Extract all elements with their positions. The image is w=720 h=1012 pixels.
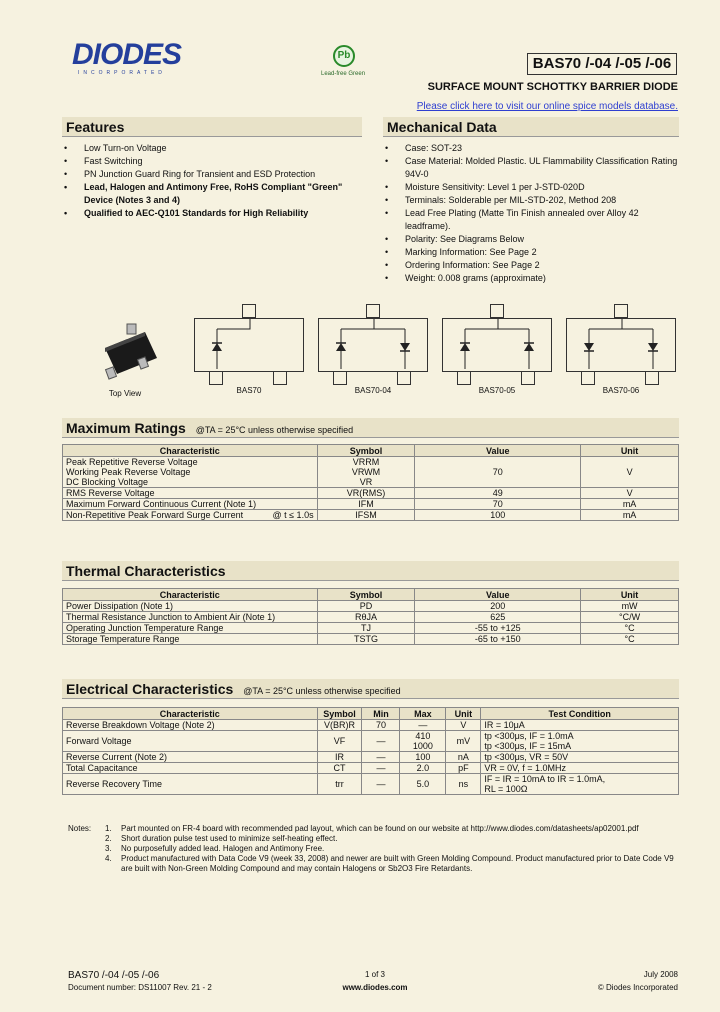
footer-part-number: BAS70 /-04 /-05 /-06 bbox=[68, 970, 160, 981]
unit-cell: V bbox=[446, 720, 481, 731]
symbol-cell: trr bbox=[317, 774, 362, 795]
table-row bbox=[63, 731, 679, 752]
max-cell: 100 bbox=[400, 752, 446, 763]
table-row bbox=[63, 510, 679, 521]
electrical-table bbox=[62, 707, 679, 795]
electrical-heading bbox=[62, 679, 679, 699]
column-header: Unit bbox=[581, 589, 679, 601]
value-cell: 200 bbox=[415, 601, 581, 612]
lead-free-label: Lead-free Green bbox=[321, 71, 366, 77]
symbol-cell: RθJA bbox=[317, 612, 415, 623]
pin-right bbox=[397, 371, 411, 385]
unit-cell: V bbox=[581, 457, 679, 488]
column-header: Min bbox=[362, 708, 400, 720]
unit-cell: °C bbox=[581, 634, 679, 645]
symbol-cell: TSTG bbox=[317, 634, 415, 645]
diode-schematic bbox=[195, 319, 305, 369]
max-cell: — bbox=[400, 720, 446, 731]
features-list bbox=[62, 142, 362, 220]
symbol-cell: VR(RMS) bbox=[317, 488, 415, 499]
pinout-label: BAS70-05 bbox=[478, 386, 516, 395]
column-header: Symbol bbox=[317, 445, 415, 457]
unit-cell: °C/W bbox=[581, 612, 679, 623]
sot23-package-image bbox=[95, 318, 165, 388]
package-outline bbox=[194, 318, 304, 372]
value-cell: 100 bbox=[415, 510, 581, 521]
table-row bbox=[63, 499, 679, 510]
note-item bbox=[68, 844, 680, 854]
pin-left bbox=[333, 371, 347, 385]
pinout-label: BAS70 bbox=[236, 386, 262, 395]
symbol-cell: IFSM bbox=[317, 510, 415, 521]
characteristic-cell: RMS Reverse Voltage bbox=[63, 488, 318, 499]
pin-right bbox=[645, 371, 659, 385]
max-ratings-heading bbox=[62, 418, 679, 438]
pinout-diagram bbox=[566, 302, 676, 395]
footer-document-number: Document number: DS11007 Rev. 21 - 2 bbox=[68, 983, 212, 992]
diode-schematic bbox=[319, 319, 429, 369]
note-number: 4. bbox=[105, 854, 112, 863]
symbol-cell: VRRM VRWM VR bbox=[317, 457, 415, 488]
max-ratings-title: Maximum Ratings bbox=[66, 420, 186, 436]
mechanical-item: • Polarity: See Diagrams Below bbox=[383, 233, 679, 246]
max-cell: 5.0 bbox=[400, 774, 446, 795]
mechanical-list bbox=[383, 142, 679, 285]
characteristic-cell: Non-Repetitive Peak Forward Surge Current @ t ≤ 1.0s bbox=[63, 510, 318, 521]
pinout-label: BAS70-06 bbox=[602, 386, 640, 395]
note-item bbox=[68, 824, 680, 834]
column-header: Max bbox=[400, 708, 446, 720]
characteristic-cell: Maximum Forward Continuous Current (Note 1) bbox=[63, 499, 318, 510]
pinout-diagram bbox=[442, 302, 552, 395]
feature-item: • Fast Switching bbox=[62, 155, 362, 168]
column-header: Value bbox=[415, 589, 581, 601]
footer-website-link[interactable]: www.diodes.com bbox=[342, 983, 408, 992]
mechanical-item: • Case: SOT-23 bbox=[383, 142, 679, 155]
mechanical-item: • Weight: 0.008 grams (approximate) bbox=[383, 272, 679, 285]
value-cell: -65 to +150 bbox=[415, 634, 581, 645]
characteristic-cell: Reverse Breakdown Voltage (Note 2) bbox=[63, 720, 318, 731]
document-subtitle: SURFACE MOUNT SCHOTTKY BARRIER DIODE bbox=[427, 81, 678, 93]
unit-cell: ns bbox=[446, 774, 481, 795]
note-text: Part mounted on FR-4 board with recommended pad layout, which can be found on our website at http://www.diodes.com/datasheets/ap02001.pdf bbox=[121, 824, 639, 833]
unit-cell: mA bbox=[581, 510, 679, 521]
test-condition-cell: VR = 0V, f = 1.0MHz bbox=[481, 763, 679, 774]
diode-schematic bbox=[443, 319, 553, 369]
pin-top bbox=[490, 304, 504, 318]
unit-cell: nA bbox=[446, 752, 481, 763]
test-condition-cell: tp <300μs, VR = 50V bbox=[481, 752, 679, 763]
note-text: Product manufactured with Data Code V9 (week 33, 2008) and newer are built with Green Molding Compound. Product manufactured prior to Date Code V9 are built with Non-Green Molding Compound and may contain Halogens or Sb2O3 Fire Retardants. bbox=[121, 854, 674, 873]
footer-date: July 2008 bbox=[643, 970, 678, 979]
min-cell: — bbox=[362, 774, 400, 795]
pin-top bbox=[242, 304, 256, 318]
mechanical-item: • Terminals: Solderable per MIL-STD-202, Method 208 bbox=[383, 194, 679, 207]
pin-right bbox=[521, 371, 535, 385]
unit-cell: pF bbox=[446, 763, 481, 774]
column-header: Symbol bbox=[317, 589, 415, 601]
symbol-cell: TJ bbox=[317, 623, 415, 634]
table-row bbox=[63, 488, 679, 499]
feature-item: • PN Junction Guard Ring for Transient and ESD Protection bbox=[62, 168, 362, 181]
feature-item: • Low Turn-on Voltage bbox=[62, 142, 362, 155]
thermal-table bbox=[62, 588, 679, 645]
column-header: Unit bbox=[446, 708, 481, 720]
electrical-title: Electrical Characteristics bbox=[66, 681, 234, 697]
notes-label: Notes: bbox=[68, 824, 92, 833]
feature-item: • Qualified to AEC-Q101 Standards for High Reliability bbox=[62, 207, 362, 220]
note-number: 1. bbox=[105, 824, 112, 833]
unit-cell: V bbox=[581, 488, 679, 499]
footer-copyright: © Diodes Incorporated bbox=[597, 983, 678, 992]
column-header: Value bbox=[415, 445, 581, 457]
electrical-note: @TA = 25°C unless otherwise specified bbox=[243, 686, 401, 696]
characteristic-cell: Storage Temperature Range bbox=[63, 634, 318, 645]
mechanical-item: • Case Material: Molded Plastic. UL Flammability Classification Rating 94V-0 bbox=[383, 155, 679, 181]
note-number: 3. bbox=[105, 844, 112, 853]
table-row bbox=[63, 763, 679, 774]
column-header: Unit bbox=[581, 445, 679, 457]
unit-cell: mV bbox=[446, 731, 481, 752]
test-condition-cell: tp <300μs, IF = 1.0mA tp <300μs, IF = 15mA bbox=[481, 731, 679, 752]
symbol-cell: CT bbox=[317, 763, 362, 774]
symbol-cell: IR bbox=[317, 752, 362, 763]
column-header: Characteristic bbox=[63, 445, 318, 457]
note-text: Short duration pulse test used to minimize self-heating effect. bbox=[121, 834, 338, 843]
characteristic-cell: Operating Junction Temperature Range bbox=[63, 623, 318, 634]
note-item bbox=[68, 834, 680, 844]
company-logo-subtitle: INCORPORATED bbox=[78, 70, 166, 76]
characteristic-cell: Power Dissipation (Note 1) bbox=[63, 601, 318, 612]
company-logo: DIODES bbox=[72, 38, 182, 71]
characteristic-cell: Peak Repetitive Reverse Voltage Working Peak Reverse Voltage DC Blocking Voltage bbox=[63, 457, 318, 488]
part-number-title: BAS70 /-04 /-05 /-06 bbox=[527, 53, 677, 75]
pinout-label: BAS70-04 bbox=[354, 386, 392, 395]
pinout-diagram bbox=[194, 302, 304, 395]
table-row bbox=[63, 752, 679, 763]
table-row bbox=[63, 634, 679, 645]
max-cell: 410 1000 bbox=[400, 731, 446, 752]
column-header: Test Condition bbox=[481, 708, 679, 720]
pin-left bbox=[457, 371, 471, 385]
characteristic-cell: Forward Voltage bbox=[63, 731, 318, 752]
note-text: No purposefully added lead. Halogen and Antimony Free. bbox=[121, 844, 325, 853]
min-cell: — bbox=[362, 731, 400, 752]
condition-text: @ t ≤ 1.0s bbox=[272, 510, 314, 520]
mechanical-item: • Moisture Sensitivity: Level 1 per J-STD-020D bbox=[383, 181, 679, 194]
value-cell: 49 bbox=[415, 488, 581, 499]
package-outline bbox=[566, 318, 676, 372]
pin-right bbox=[273, 371, 287, 385]
symbol-cell: PD bbox=[317, 601, 415, 612]
min-cell: — bbox=[362, 752, 400, 763]
characteristic-cell: Thermal Resistance Junction to Ambient Air (Note 1) bbox=[63, 612, 318, 623]
footer-page-number: 1 of 3 bbox=[364, 970, 385, 979]
characteristic-cell: Reverse Current (Note 2) bbox=[63, 752, 318, 763]
table-row bbox=[63, 623, 679, 634]
table-row bbox=[63, 601, 679, 612]
notes-section bbox=[68, 824, 680, 874]
column-header: Characteristic bbox=[63, 589, 318, 601]
mechanical-item: • Ordering Information: See Page 2 bbox=[383, 259, 679, 272]
value-cell: -55 to +125 bbox=[415, 623, 581, 634]
note-item bbox=[68, 854, 680, 874]
pin-left bbox=[581, 371, 595, 385]
value-cell: 625 bbox=[415, 612, 581, 623]
pinout-diagram bbox=[318, 302, 428, 395]
max-ratings-table bbox=[62, 444, 679, 521]
feature-item: • Lead, Halogen and Antimony Free, RoHS Compliant "Green" Device (Notes 3 and 4) bbox=[62, 181, 362, 207]
features-heading: Features bbox=[62, 117, 362, 137]
test-condition-cell: IF = IR = 10mA to IR = 1.0mA, RL = 100Ω bbox=[481, 774, 679, 795]
unit-cell: mW bbox=[581, 601, 679, 612]
test-condition-cell: IR = 10μA bbox=[481, 720, 679, 731]
top-view-label: Top View bbox=[108, 389, 142, 398]
unit-cell: mA bbox=[581, 499, 679, 510]
spice-models-link[interactable]: Please click here to visit our online spice models database. bbox=[416, 101, 678, 112]
symbol-cell: VF bbox=[317, 731, 362, 752]
table-row bbox=[63, 457, 679, 488]
mechanical-item: • Marking Information: See Page 2 bbox=[383, 246, 679, 259]
pin-left bbox=[209, 371, 223, 385]
table-row bbox=[63, 774, 679, 795]
thermal-heading: Thermal Characteristics bbox=[62, 561, 679, 581]
characteristic-cell: Total Capacitance bbox=[63, 763, 318, 774]
symbol-cell: V(BR)R bbox=[317, 720, 362, 731]
diode-schematic bbox=[567, 319, 677, 369]
table-row bbox=[63, 612, 679, 623]
max-ratings-note: @TA = 25°C unless otherwise specified bbox=[195, 425, 354, 435]
pin-top bbox=[366, 304, 380, 318]
characteristic-cell: Reverse Recovery Time bbox=[63, 774, 318, 795]
value-cell: 70 bbox=[415, 457, 581, 488]
max-cell: 2.0 bbox=[400, 763, 446, 774]
min-cell: — bbox=[362, 763, 400, 774]
note-number: 2. bbox=[105, 834, 112, 843]
column-header: Characteristic bbox=[63, 708, 318, 720]
value-cell: 70 bbox=[415, 499, 581, 510]
mechanical-item: • Lead Free Plating (Matte Tin Finish annealed over Alloy 42 leadframe). bbox=[383, 207, 679, 233]
package-outline bbox=[442, 318, 552, 372]
column-header: Symbol bbox=[317, 708, 362, 720]
lead-free-icon: Pb bbox=[333, 45, 355, 67]
unit-cell: °C bbox=[581, 623, 679, 634]
table-row bbox=[63, 720, 679, 731]
pin-top bbox=[614, 304, 628, 318]
mechanical-heading: Mechanical Data bbox=[383, 117, 679, 137]
min-cell: 70 bbox=[362, 720, 400, 731]
package-outline bbox=[318, 318, 428, 372]
symbol-cell: IFM bbox=[317, 499, 415, 510]
